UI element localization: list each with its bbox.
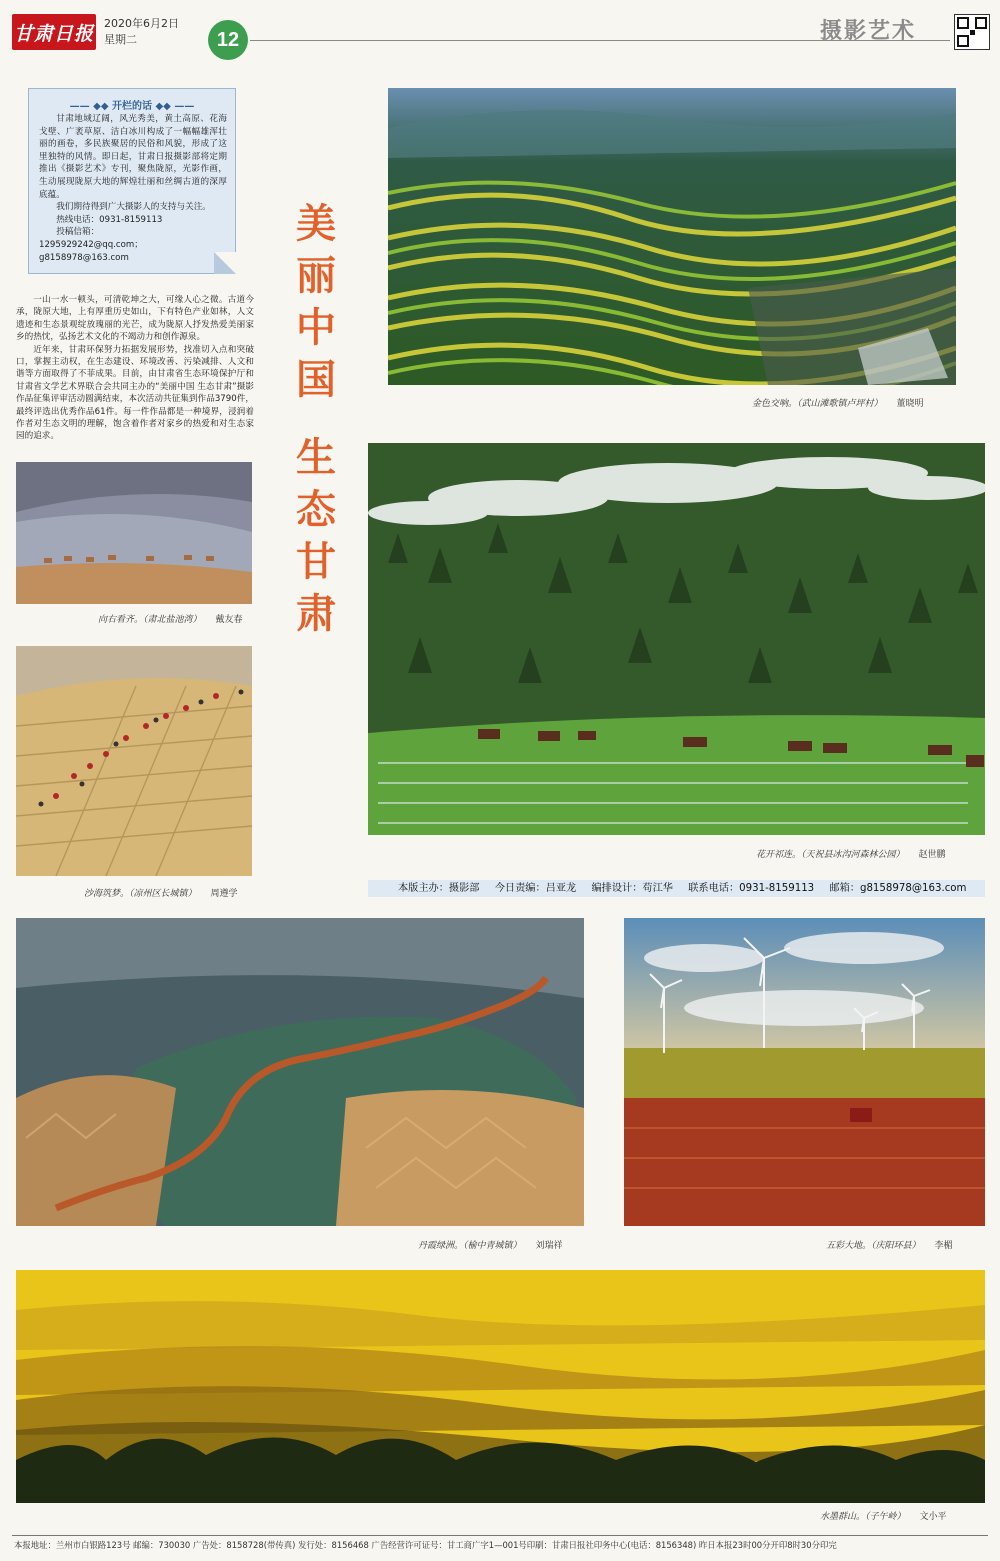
main-headline [286,198,346,640]
caption-terraces [752,396,924,409]
credit-phone: 联系电话：0931-8159113 [688,883,815,894]
headline-char: 美 [296,200,336,247]
credit-host: 本版主办：摄影部 [398,883,480,894]
masthead-title: 甘肃日报 [13,22,94,45]
caption-author: 戴友春 [215,615,243,625]
caption-title: 花开祁连。（天祝县冰沟河森林公园） [756,850,905,860]
lede-paragraph-2: 近年来，甘肃环保努力拓据发展形势，找准切入点和突破口，掌握主动权，在生态建设、环境改善、污染减排、人文和谐等方面取得了不菲成果。目前，由甘肃省生态环境保护厅和甘肃省文学艺术界联合会共同主办的“美丽中国 生态甘肃”摄影作品征集评审活动圆满结束，本次活动共征集到作品3790件，最终评选出优秀作品61件。每一件作品都是一种境界，浸润着作者对生态文明的理解，饱含着作者对家乡的热爱和对生态家园的追求。 [16,344,254,442]
caption-author: 董晓明 [896,399,924,409]
intro-paragraph-2: 我们期待得到广大摄影人的支持与关注。 [56,202,211,213]
page-fold-decoration [214,252,236,274]
caption-mountains [820,1509,947,1522]
credit-editor: 今日责编：吕亚龙 [494,883,577,894]
photo-windfarm [624,918,985,1226]
intro-heading: —— ◆◆ 开栏的话 ◆◆ —— [69,101,195,112]
photo-antelope [16,462,252,604]
lede-article [16,294,254,443]
headline-char: 甘 [296,538,336,585]
caption-author: 文小平 [919,1512,947,1522]
issue-date [104,16,179,48]
caption-author: 周遵学 [210,889,238,899]
caption-author: 李楣 [934,1241,953,1251]
photo-desert-planting [16,646,252,876]
footer-info: 本报地址：兰州市白银路123号 邮编：730030 广告处：8158728(带传真) 发行处：8156468 广告经营许可证号：甘工商广字1—001号印刷：甘肃日报社印务中心(电话：8156348) 昨日本报23时00分开印8时30分印完 [14,1540,837,1550]
intro-email-1: 1295929242@qq.com； [39,239,143,250]
caption-windfarm [826,1238,953,1251]
footer-divider [12,1535,988,1536]
qr-code-icon [954,14,990,50]
credits-band [368,880,985,897]
intro-box [28,88,236,274]
photo-horses-forest [368,443,985,835]
caption-author: 赵世鹏 [918,850,946,860]
intro-email-2: g8158978@163.com [39,252,129,263]
headline-char: 态 [296,486,336,533]
caption-river [418,1238,563,1251]
headline-char: 中 [296,304,336,351]
headline-char: 肃 [296,590,336,637]
credit-designer: 编排设计：苟江华 [591,883,673,894]
lede-paragraph-1: 一山一水一顿头，可清乾坤之大，可缘人心之微。古道今承，陇原大地，上有厚重历史如山，下有特色产业如林，人文遗迹和生态景观绽放瑰丽的光芒，成为陇原人抒发热爱美丽家乡的热忱，弘扬艺术文化的不竭动力和创作源泉。 [16,295,254,343]
headline-char: 丽 [296,252,336,299]
photo-terraces [388,88,956,385]
photo-mountains [16,1270,985,1503]
caption-title: 沙海筑梦。（凉州区长城镇） [84,889,197,899]
intro-body [39,113,227,264]
headline-char: 国 [296,356,336,403]
caption-title: 水墨群山。（子午岭） [820,1512,906,1522]
caption-desert [84,886,238,899]
caption-title: 金色交响。（武山滩歌镇卢坪村） [752,399,883,409]
intro-submit-label: 投稿信箱： [56,227,100,238]
section-title: 摄影艺术 [820,19,917,44]
caption-title: 五彩大地。（庆阳环县） [826,1241,921,1251]
masthead-logo [12,14,96,50]
photo-river-oasis [16,918,584,1226]
caption-title: 丹霞绿洲。（榆中青城镇） [418,1241,522,1251]
page-number-badge: 12 [208,20,248,60]
caption-author: 刘瑞祥 [535,1241,563,1251]
intro-hotline: 热线电话：0931-8159113 [56,214,163,225]
intro-paragraph: 甘肃地域辽阔，风光秀美，黄土高原、花海戈壁、广袤草原、洁白冰川构成了一幅幅雄浑壮丽的画卷，多民族聚居的民俗和风貌，形成了这里独特的风情。即日起，甘肃日报摄影部将定期推出《摄影艺术》专刊，聚焦陇原，光影作画，生动展现陇原大地的辉煌壮丽和丝绸古道的深厚底蕴。 [39,114,227,200]
caption-title: 向右看齐。（肃北盐池湾） [98,615,202,625]
caption-horses [756,847,946,860]
headline-char: 生 [296,434,336,481]
caption-antelope [98,612,243,625]
weekday-text: 星期二 [104,33,137,46]
date-text: 2020年6月2日 [104,17,179,30]
credit-email: 邮箱：g8158978@163.com [829,883,967,894]
